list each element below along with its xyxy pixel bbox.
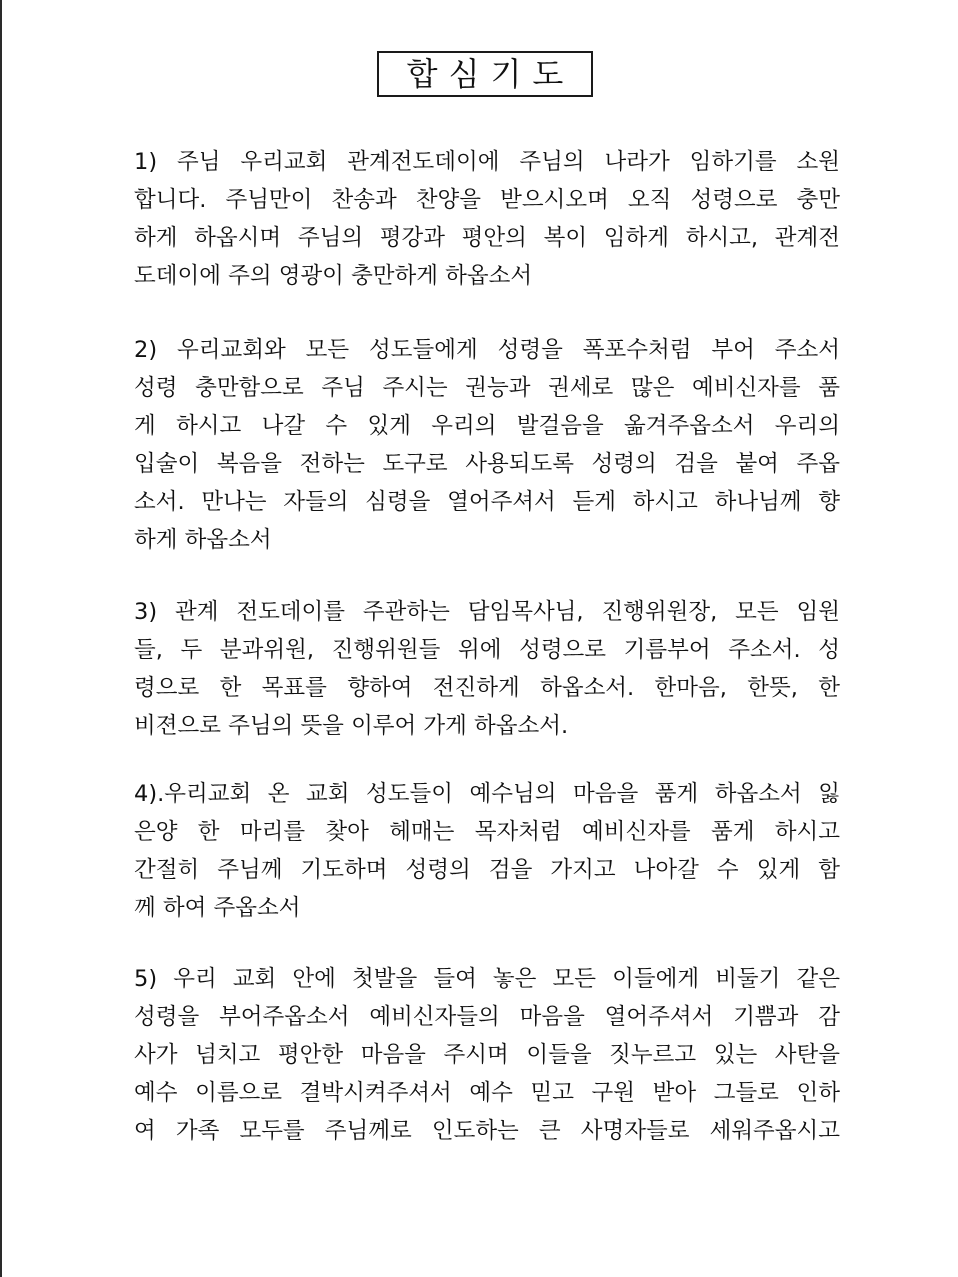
prayer-line: 예수 이름으로 결박시켜주셔서 예수 믿고 구원 받아 그들로 인하	[134, 1080, 840, 1106]
prayer-line: 게 하시고 나갈 수 있게 우리의 발걸음을 옮겨주옵소서 우리의	[134, 413, 840, 439]
prayer-line: 하게 하옵시며 주님의 평강과 평안의 복이 임하게 하시고, 관계전	[134, 225, 840, 251]
prayer-item-5	[134, 960, 840, 1150]
prayer-line: 성령을 부어주옵소서 예비신자들의 마음을 열어주셔서 기쁨과 감	[134, 1004, 840, 1030]
prayer-item-2	[134, 331, 840, 559]
prayer-line: 3) 관계 전도데이를 주관하는 담임목사님, 진행위원장, 모든 임원	[134, 599, 840, 625]
prayer-item-1	[134, 143, 840, 295]
prayer-line: 은양 한 마리를 찾아 헤매는 목자처럼 예비신자를 품게 하시고	[134, 819, 840, 845]
document-title: 합심기도	[406, 55, 575, 93]
prayer-line: 소서. 만나는 자들의 심령을 열어주셔서 듣게 하시고 하나님께 향	[134, 489, 840, 515]
prayer-line: 비젼으로 주님의 뜻을 이루어 가게 하옵소서.	[134, 713, 569, 739]
prayer-line: 합니다. 주님만이 찬송과 찬양을 받으시오며 오직 성령으로 충만	[134, 187, 840, 213]
prayer-line: 도데이에 주의 영광이 충만하게 하옵소서	[134, 263, 533, 289]
prayer-line: 령으로 한 목표를 향하여 전진하게 하옵소서. 한마음, 한뜻, 한	[134, 675, 840, 701]
prayer-line: 2) 우리교회와 모든 성도들에게 성령을 폭포수처럼 부어 주소서	[134, 337, 840, 363]
prayer-item-3	[134, 593, 840, 745]
prayer-line: 여 가족 모두를 주님께로 인도하는 큰 사명자들로 세워주옵시고	[134, 1118, 840, 1144]
title-box	[377, 51, 593, 97]
prayer-line: 1) 주님 우리교회 관계전도데이에 주님의 나라가 임하기를 소원	[134, 149, 840, 175]
prayer-line: 하게 하옵소서	[134, 527, 272, 553]
prayer-line: 5) 우리 교회 안에 첫발을 들여 놓은 모든 이들에게 비둘기 같은	[134, 966, 840, 992]
prayer-line: 입술이 복음을 전하는 도구로 사용되도록 성령의 검을 붙여 주옵	[134, 451, 840, 477]
prayer-line: 성령 충만함으로 주님 주시는 권능과 권세로 많은 예비신자를 품	[134, 375, 840, 401]
prayer-line: 들, 두 분과위원, 진행위원들 위에 성령으로 기름부어 주소서. 성	[134, 637, 840, 663]
prayer-line: 간절히 주님께 기도하며 성령의 검을 가지고 나아갈 수 있게 함	[134, 857, 840, 883]
prayer-line: 4).우리교회 온 교회 성도들이 예수님의 마음을 품게 하옵소서 잃	[134, 781, 840, 807]
prayer-item-4	[134, 775, 840, 927]
prayer-line: 사가 넘치고 평안한 마음을 주시며 이들을 짓누르고 있는 사탄을	[134, 1042, 840, 1068]
prayer-line: 께 하여 주옵소서	[134, 895, 301, 921]
page-edge	[0, 0, 2, 1277]
